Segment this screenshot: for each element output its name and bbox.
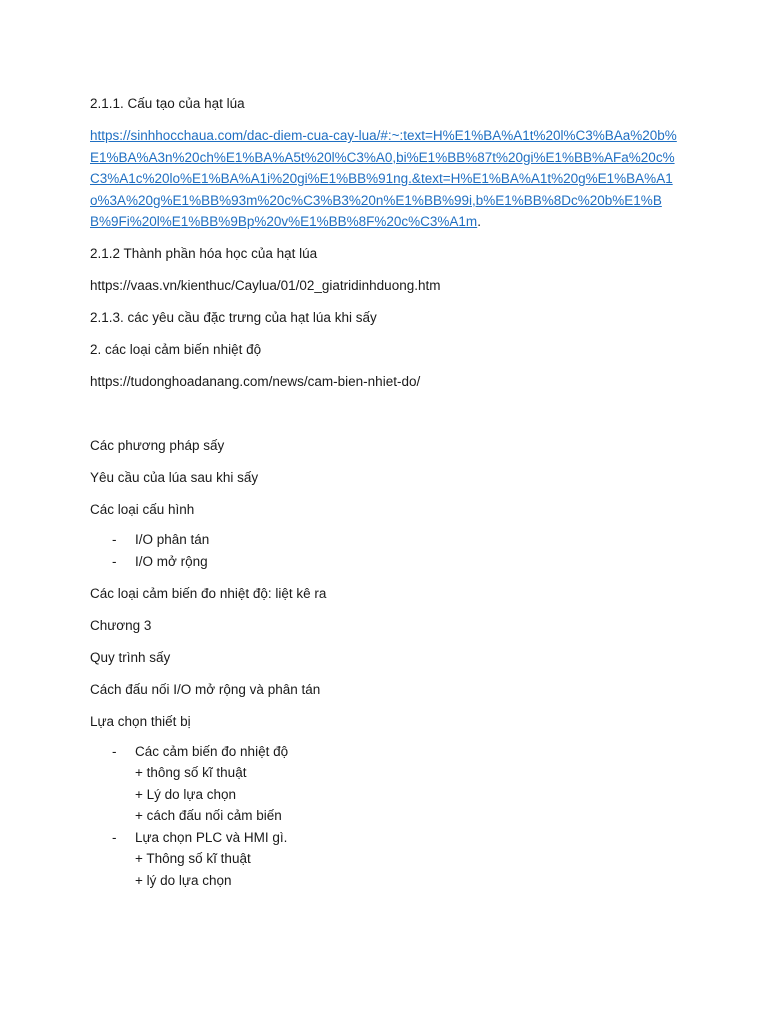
list-item-text: I/O mở rộng: [135, 553, 208, 569]
bullet-dash: -: [112, 532, 117, 547]
line-lua-chon-thiet-bi: Lựa chọn thiết bị: [90, 713, 191, 729]
list-item-title: Các cảm biến đo nhiệt độ: [135, 743, 289, 759]
heading-2: 2. các loại cảm biến nhiệt độ: [90, 342, 262, 357]
list-item: [90, 827, 680, 892]
list-sub-item: + lý do lựa chọn: [135, 872, 232, 888]
equipment-list: [90, 741, 680, 892]
url-tudonghoadanang: https://tudonghoadanang.com/news/cam-bien-nhiet-do/: [90, 374, 421, 389]
blank-line: [90, 403, 680, 425]
line-phuong-phap-say: Các phương pháp sấy: [90, 438, 225, 453]
line-chuong-3: Chương 3: [90, 617, 152, 633]
bullet-dash: -: [112, 743, 117, 759]
link-paragraph-1: [90, 125, 680, 233]
document-page: [90, 93, 680, 902]
list-sub-item: + thông số kĩ thuật: [135, 765, 247, 780]
bullet-dash: -: [112, 553, 117, 569]
line-yeu-cau-lua: Yêu cầu của lúa sau khi sấy: [90, 470, 259, 485]
list-item: [90, 741, 680, 827]
list-sub-item: + cách đấu nối cảm biến: [135, 808, 282, 823]
list-item: [90, 529, 680, 551]
bullet-dash: -: [112, 829, 117, 845]
heading-2-1-1: 2.1.1. Cấu tạo của hạt lúa: [90, 96, 245, 111]
url-vaas: https://vaas.vn/kienthuc/Caylua/01/02_giatridinhduong.htm: [90, 278, 441, 293]
line-dau-noi-io: Cách đấu nối I/O mở rộng và phân tán: [90, 681, 321, 697]
line-cam-bien-lie-ke: Các loại cảm biến đo nhiệt độ: liệt kê ra: [90, 585, 327, 601]
link-tail: .: [477, 214, 481, 229]
line-cac-loai-cau-hinh: Các loại cấu hình: [90, 502, 195, 517]
list-sub-item: + Thông số kĩ thuật: [135, 851, 251, 866]
link-sinhhocchaua[interactable]: https://sinhhocchaua.com/dac-diem-cua-cay-lua/#:~:text=H%E1%BA%A1t%20l%C3%BAa%20b%E1%BA%A3n%20ch%E1%BA%A5t%20l%C3%A0,bi%E1%BB%87t%20gi%E1%BB%AFa%20c%C3%A1c%20lo%E1%BA%A1i%20gi%E1%BB%91ng.&text=H%E1%BA%A1t%20g%E1%BA%A1o%3A%20g%E1%BB%93m%20c%C3%B3%20n%E1%BB%99i,b%E1%BB%8Dc%20b%E1%BB%9Fi%20l%E1%BB%9Bp%20v%E1%BB%8F%20c%C3%A1m: [90, 128, 677, 229]
heading-2-1-2: 2.1.2 Thành phần hóa học của hạt lúa: [90, 246, 318, 261]
line-quy-trinh-say: Quy trình sấy: [90, 649, 171, 665]
list-item-text: I/O phân tán: [135, 532, 210, 547]
heading-2-1-3: 2.1.3. các yêu cầu đặc trưng của hạt lúa khi sấy: [90, 310, 377, 325]
list-item: [90, 551, 680, 573]
config-list: [90, 529, 680, 572]
list-sub-item: + Lý do lựa chọn: [135, 786, 236, 802]
list-item-title: Lựa chọn PLC và HMI gì.: [135, 829, 288, 845]
